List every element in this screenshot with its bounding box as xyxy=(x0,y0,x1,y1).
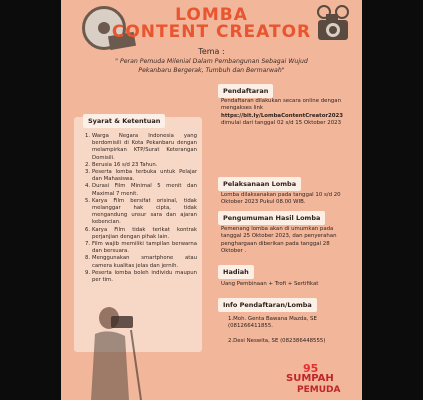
list-item: 7. Film wajib memiliki tampilan berwarna dan bersuara. xyxy=(85,241,197,255)
list-item: 1. Warga Negara Indonesia yang berdomisili di Kota Pekanbaru dengan melampirkan KTP/Surat Keterangan Domisili. xyxy=(85,133,197,161)
pelaksanaan-heading: Pelaksanaan Lomba xyxy=(218,177,301,191)
tema-text: " Peran Pemuda Milenial Dalam Pembangunan Sebagai Wujud Pekanbaru Bergerak, Tumbuh dan Bermarwah" xyxy=(115,58,308,74)
photographer-illustration xyxy=(85,300,145,400)
logo-pemuda: PEMUDA xyxy=(297,385,341,395)
left-dark-margin xyxy=(0,0,61,400)
title-line2: CONTENT CREATOR xyxy=(111,22,312,42)
list-item: 6. Karya Film tidak terikat kontrak perjanjian dengan pihak lain. xyxy=(85,226,197,240)
contact-2: 2.Desi Neswita, SE (082386448555) xyxy=(228,337,326,344)
info-heading: Info Pendaftaran/Lomba xyxy=(218,298,317,312)
pengumuman-text: Pemenang lomba akan di umumkan pada tanggal 25 Oktober 2023, dan penyerahan penghargaan diberikan pada tanggal 28 Oktober . xyxy=(221,226,337,254)
right-dark-margin xyxy=(362,0,423,400)
logo-sumpah: SUMPAH xyxy=(286,373,334,384)
hadiah-heading: Hadiah xyxy=(218,265,254,279)
pendaftaran-heading: Pendaftaran xyxy=(218,84,273,98)
hadiah-text: Uang Pembinaan + Trofi + Sertifikat xyxy=(221,281,319,287)
list-item: 5. Karya Film bersifat orisinal, tidak melanggar hak cipta, tidak mengandung unsur sara dan ajaran kebencian. xyxy=(85,197,197,226)
info-contacts xyxy=(228,316,348,345)
contact-1: 1.Moh. Genta Bawana Mazda, SE (081266411855. xyxy=(228,316,317,330)
tema-label: Tema : xyxy=(198,47,225,56)
list-item: 4. Durasi Film Minimal 5 menit dan Maximal 7 menit. xyxy=(85,183,197,197)
pengumuman-heading: Pengumuman Hasil Lomba xyxy=(218,211,325,225)
pendaftaran-link[interactable]: https://bit.ly/LombaContentCreator2023 xyxy=(221,112,344,119)
logo-95: 95 xyxy=(303,362,319,375)
poster xyxy=(61,0,362,400)
syarat-heading: Syarat & Ketentuan xyxy=(83,114,165,128)
list-item: 8. Menggunakan smartphone atau camera kualitas jelas dan jernih. xyxy=(85,255,197,269)
title-line1: LOMBA xyxy=(175,5,248,25)
pelaksanaan-text: Lomba dilaksanakan pada tanggal 10 s/d 20 Oktober 2023 Pukul 08.00 WIB. xyxy=(221,192,341,206)
syarat-list xyxy=(85,133,197,284)
list-item: 3. Peserta lomba terbuka untuk Pelajar dan Mahasiswa. xyxy=(85,169,197,183)
list-item: 9. Peserta lomba boleh individu maupun per tim. xyxy=(85,269,197,284)
list-item: 2. Berusia 16 s/d 23 Tahun. xyxy=(85,161,158,168)
pendaftaran-text: Pendaftaran dilakukan secara online dengan mengakses link https://bit.ly/LombaContentCreator2023 dimulai dari tanggal 02 s/d 15 Oktober 2023 xyxy=(221,98,344,126)
